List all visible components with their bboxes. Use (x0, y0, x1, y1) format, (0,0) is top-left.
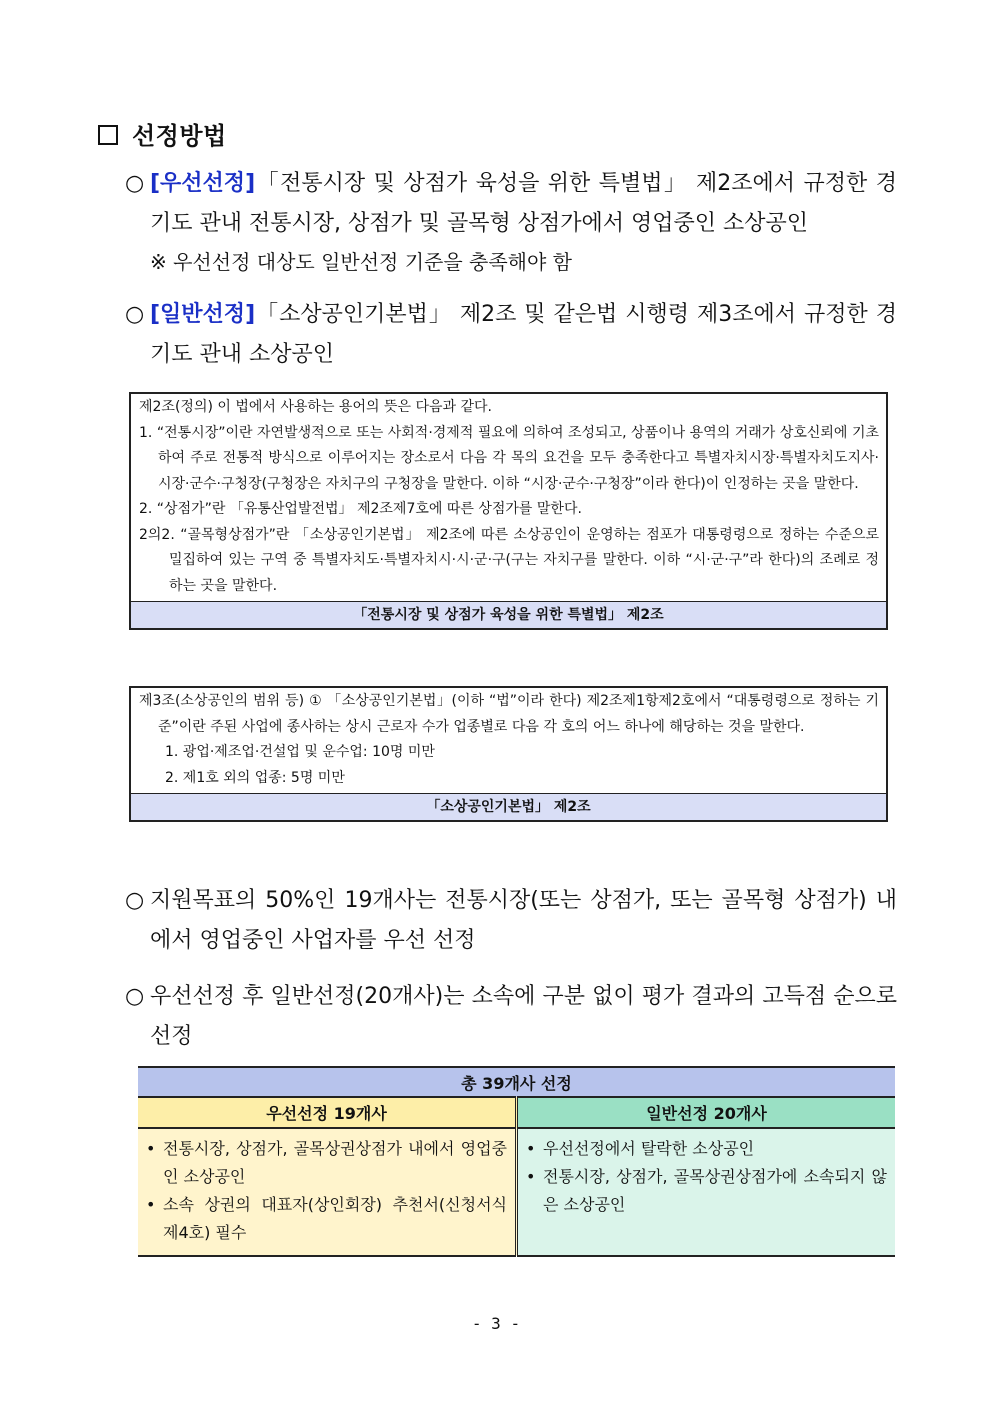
circle-bullet-icon: ○ (125, 302, 145, 327)
page-number: - 3 - (471, 1314, 521, 1333)
bullet-general-ranking (125, 977, 897, 1057)
law-line: 2. “상점가”란 「유통산업발전법」 제2조제7호에 따른 상점가를 말한다. (139, 501, 582, 517)
law-line: 2. 제1호 외의 업종: 5명 미만 (165, 769, 345, 786)
law-line: 2의2. “골목형상점가”란 「소상공인기본법」 제2조에 따른 소상공인이 운영하는 점포가 대통령령으로 정하는 수준으로 밀집하여 있는 구역 중 특별자치도·특별자치시·시·군·구(구는 자치구를 말한다. 이하 “시·군·구”라 한다)의 조례로 정하는 곳을 말한다. (139, 526, 879, 594)
bullet-priority-selection (125, 164, 897, 280)
circle-bullet-icon: ○ (125, 171, 145, 196)
priority-tag: [우선선정] (150, 171, 256, 196)
priority-note: ※ 우선선정 대상도 일반선정 기준을 충족해야 함 (150, 250, 572, 274)
general-header: 일반선정 20개사 (517, 1097, 896, 1128)
priority-text: 「전통시장 및 상점가 육성을 위한 특별법」 제2조에서 규정한 경기도 관내 전통시장, 상점가 및 골목형 상점가에서 영업중인 소상공인 (150, 171, 897, 236)
law-line: 제2조(정의) 이 법에서 사용하는 용어의 뜻은 다음과 같다. (139, 399, 492, 415)
bullet-dot-icon: • (146, 1195, 156, 1214)
bullet-dot-icon: • (526, 1139, 536, 1158)
general-criteria-cell (517, 1128, 896, 1256)
summary-title: 총 39개사 선정 (138, 1067, 895, 1097)
list-item: • 전통시장, 상점가, 골목상권상점가 내에서 영업중인 소상공인 (146, 1135, 507, 1191)
priority-header: 우선선정 19개사 (138, 1097, 517, 1128)
list-item: • 소속 상권의 대표자(상인회장) 추천서(신청서식 제4호) 필수 (146, 1191, 507, 1247)
law-excerpt-small-business (129, 686, 888, 822)
bullet-dot-icon: • (526, 1167, 536, 1186)
law-excerpt-traditional-market (129, 392, 888, 630)
selection-summary-table (138, 1066, 895, 1257)
bullet-general-selection (125, 295, 897, 375)
section-title: 선정방법 (132, 122, 227, 150)
general-text: 「소상공인기본법」 제2조 및 같은법 시행령 제3조에서 규정한 경기도 관내 소상공인 (150, 302, 897, 367)
general-tag: [일반선정] (150, 302, 256, 327)
law-line: 1. 광업·제조업·건설업 및 운수업: 10명 미만 (165, 744, 435, 760)
circle-bullet-icon: ○ (125, 984, 145, 1009)
priority-criteria-cell (138, 1128, 517, 1256)
law-source: 「소상공인기본법」 제2조 (131, 793, 886, 820)
law-line: 1. “전통시장”이란 자연발생적으로 또는 사회적·경제적 필요에 의하여 조성되고, 상품이나 용역의 거래가 상호신뢰에 기초하여 주로 전통적 방식으로 이루어지는 장소로서 다음 각 목의 요건을 모두 충족한다고 특별자치시장·특별자치도지사·시장·군수·구청장(구청장은 자치구의 구청장을 말한다. 이하 “시장·군수·구청장”이라 한다)이 인정하는 곳을 말한다. (139, 424, 879, 492)
section-heading (98, 116, 227, 151)
bullet-support-target (125, 881, 897, 961)
law-source: 「전통시장 및 상점가 육성을 위한 특별법」 제2조 (131, 601, 886, 628)
bullet-dot-icon: • (146, 1139, 156, 1158)
list-item: • 전통시장, 상점가, 골목상권상점가에 소속되지 않은 소상공인 (526, 1163, 887, 1219)
circle-bullet-icon: ○ (125, 888, 145, 913)
law-line: 제3조(소상공인의 범위 등) ① 「소상공인기본법」(이하 “법”이라 한다) 제2조제1항제2호에서 “대통령령으로 정하는 기준”이란 주된 사업에 종사하는 상시 근로자 수가 업종별로 다음 각 호의 어느 하나에 해당하는 것을 말한다. (139, 693, 879, 735)
general-ranking-text: 우선선정 후 일반선정(20개사)는 소속에 구분 없이 평가 결과의 고득점 순으로 선정 (150, 984, 897, 1049)
support-target-text: 지원목표의 50%인 19개사는 전통시장(또는 상점가, 또는 골목형 상점가) 내에서 영업중인 사업자를 우선 선정 (150, 888, 897, 953)
list-item: • 우선선정에서 탈락한 소상공인 (526, 1135, 887, 1163)
checkbox-square-icon (98, 125, 118, 145)
